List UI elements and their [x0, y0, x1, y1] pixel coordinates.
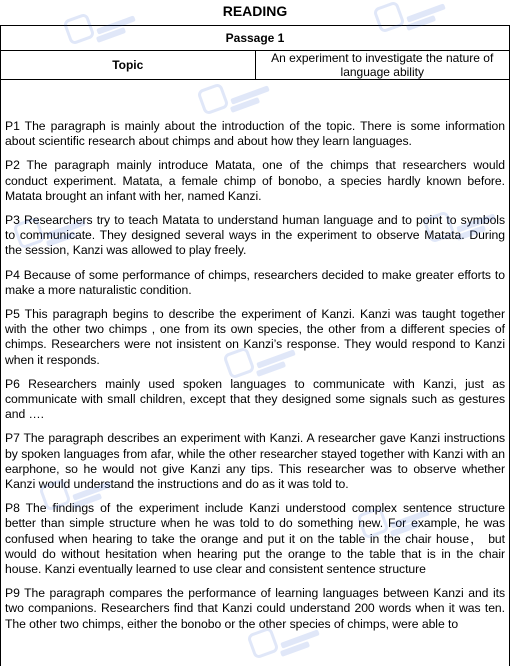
paragraph-p9: P9 The paragraph compares the performance of learning languages between Kanzi and its two companions. Researchers find that Kanzi could understand 200 words when it was ten. The other two chimps, either the bonobo or the other species of chimps, were able to — [5, 586, 505, 631]
passage-row — [1, 26, 510, 51]
paragraph-p2: P2 The paragraph mainly introduce Matata, one of the chimps that researchers would conduct experiment. Matata, a female chimp of bonobo, a species hardly known before. Matata brought an infant with her, named Kanzi. — [5, 158, 505, 203]
paragraph-p4: P4 Because of some performance of chimps, researchers decided to make greater efforts to make a more naturalistic condition. — [5, 267, 505, 297]
paragraph-p8: P8 The findings of the experiment include Kanzi understood complex sentence structure better than simple structure when he was told to do something new. For example, he was confused when hearing to take the orange and put it on the table in the chair house， but would do without hesitation when hearing put the orange to the table that is in the chair house. Kanzi eventually learned to use clear and consistent sentence structure — [5, 501, 505, 577]
paragraph-p5: P5 This paragraph begins to describe the experiment of Kanzi. Kanzi was taught together with the other two chimps , one from its own species, the other from a different species of chimps. Researchers were not insistent on Kanzi’s response. They would respond to Kanzi when it responds. — [5, 307, 505, 367]
passage-table — [0, 25, 510, 80]
paragraph-p1: P1 The paragraph is mainly about the introduction of the topic. There is some information about scientific research about chimps and about how they learn languages. — [5, 119, 505, 149]
paragraph-p7: P7 The paragraph describes an experiment with Kanzi. A researcher gave Kanzi instructions by spoken languages from afar, while the other researcher stayed together with Kanzi with an earphone, so he would not give Kanzi any tips. This researcher was to observe whether Kanzi would understand the instructions and do as it was told to. — [5, 431, 505, 492]
topic-label: Topic — [1, 51, 256, 80]
topic-value: An experiment to investigate the nature of language ability — [255, 51, 510, 80]
paragraph-p6: P6 Researchers mainly used spoken languages to communicate with Kanzi, just as communicate with small children, except that they designed some signals such as gestures and …. — [5, 376, 505, 422]
page-heading: READING — [222, 3, 288, 19]
topic-row — [1, 51, 510, 80]
passage-summary-box — [0, 78, 510, 666]
passage-title: Passage 1 — [1, 26, 510, 51]
paragraph-p3: P3 Researchers try to teach Matata to understand human language and to point to symbols to communicate. They designed several ways in the experiment to observe Matata. During the session, Kanzi was allowed to play freely. — [5, 213, 505, 258]
